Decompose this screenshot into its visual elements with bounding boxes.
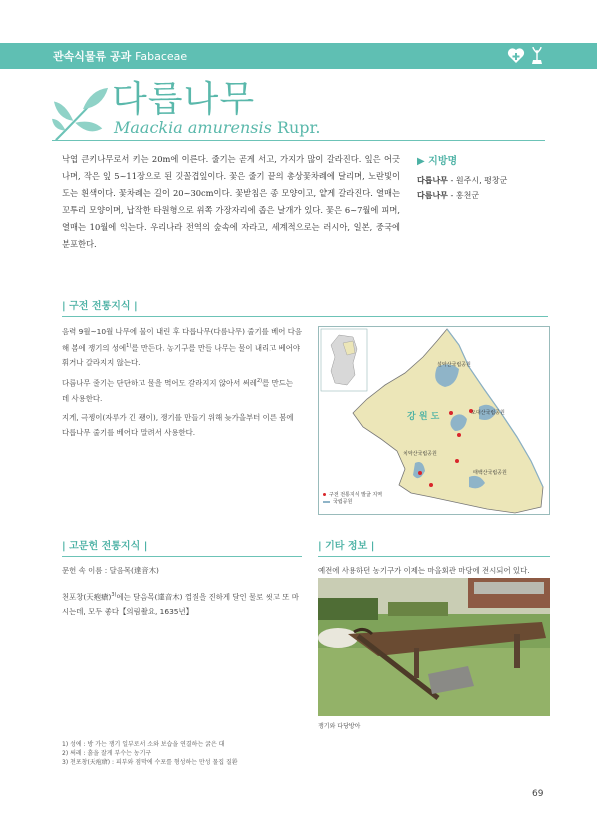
legend-item: 구전 전통지식 발굴 지역 xyxy=(323,491,382,498)
regional-name: 다릅나무 xyxy=(417,176,448,185)
heart-plus-icon xyxy=(508,48,524,63)
title-divider xyxy=(52,140,545,141)
regional-names-heading: ▶ 지방명 xyxy=(417,156,458,167)
farm-tool-photo xyxy=(318,578,550,716)
literature-name: 문헌 속 이름 : 달음목(達音木) xyxy=(62,566,159,575)
literature-text xyxy=(62,563,302,619)
footnote-ref: 1) xyxy=(126,343,132,349)
oral-tradition-text xyxy=(62,324,302,440)
survey-point xyxy=(429,483,433,487)
footnote-ref: 3) xyxy=(111,592,117,598)
other-info-divider xyxy=(318,556,550,557)
literature-divider xyxy=(62,556,302,557)
footnote: 1) 성에 : 방 가는 쟁기 일부로서 소와 보습을 연결하는 굵은 대 xyxy=(62,741,225,748)
regional-name-region: 원주시, 평창군 xyxy=(455,176,508,185)
province-label: 강 원 도 xyxy=(407,412,440,422)
latin-author: Rupr. xyxy=(276,118,321,137)
other-info-heading: | 기타 정보 | xyxy=(318,541,375,552)
survey-point xyxy=(457,433,461,437)
category-text: 관속식물류 공과 xyxy=(53,50,132,63)
literature-heading: | 고문헌 전통지식 | xyxy=(62,541,148,552)
species-description: 낙엽 큰키나무로서 키는 20m에 이른다. 줄기는 곧게 서고, 가지가 많이 갈라진다. 잎은 어긋나며, 작은 잎 5~11장으로 된 깃꼴겹잎이다. 꽃은 줄기 끝의 총상꽃차례에 달리며, 노란빛이 도는 흰색이다. 꽃차례는 길이 20~30cm이다. 꽃받침은 종 모양이고, 얕게 갈라진다. 열매는 꼬투리 모양이며, 납작한 타원형으로 위쪽 가장자리에 좁은 날개가 있다. 꽃은 6~7월에 피며, 열매는 10월에 익는다. 우리나라 전역의 숲속에 자라고, 세계적으로는 러시아, 일본, 중국에 분포한다. xyxy=(62,154,400,249)
survey-point xyxy=(449,411,453,415)
oral-tradition-heading: | 구전 전통지식 | xyxy=(62,301,138,312)
category-label xyxy=(53,48,187,64)
species-korean-name: 다릅나무 xyxy=(112,79,256,120)
park-label: 치악산국립공원 xyxy=(403,451,437,457)
footnote: 3) 천포창(天疱瘡) : 피부와 점막에 수포를 형성하는 만성 물집 질환 xyxy=(62,759,238,766)
page-number: 69 xyxy=(532,789,544,799)
latin-binomial: Maackia amurensis xyxy=(114,118,272,137)
header-icons xyxy=(506,44,546,68)
regional-name-row: 다릅나무 - 원주시, 평창군 xyxy=(417,176,508,185)
legend-item: 국립공원 xyxy=(323,498,382,505)
oral-tradition-divider xyxy=(62,316,548,317)
park-label: 오대산국립공원 xyxy=(471,410,505,416)
regional-name-region: 홍천군 xyxy=(455,191,480,200)
regional-name: 다름나무 xyxy=(417,191,448,200)
survey-point xyxy=(455,459,459,463)
regional-name-row: 다름나무 - 홍천군 xyxy=(417,191,480,200)
oral-paragraph: 다릅나무 줄기는 단단하고 물을 먹어도 갈라지지 않아서 써레$^{2)}$를 만드는 데 사용한다. xyxy=(62,378,293,403)
family-latin: Fabaceae xyxy=(135,50,188,63)
other-info-text: 예전에 사용하던 농기구가 이제는 마을회관 마당에 전시되어 있다. xyxy=(318,566,530,575)
province-shape xyxy=(353,329,543,513)
park-label: 태백산국립공원 xyxy=(473,470,507,476)
footnote-ref: 2) xyxy=(256,378,263,385)
photo-caption: 쟁기와 다당방아 xyxy=(318,723,361,730)
park-label: 설악산국립공원 xyxy=(437,362,471,368)
herb-pot-icon xyxy=(532,47,542,64)
species-latin-name xyxy=(114,118,321,137)
footnote: 2) 써레 : 흙을 잘게 부수는 농기구 xyxy=(62,750,152,757)
leaf-sprig-icon xyxy=(52,86,110,144)
oral-paragraph: 지게, 극젱이(자루가 긴 괭이), 쟁기를 만들기 위해 늦가을부터 이른 봄에 다릅나무 줄기를 베어다 말려서 사용한다. xyxy=(62,412,294,437)
map-legend xyxy=(323,491,382,505)
oral-paragraph: 음력 9월~10월 나무에 물이 내린 후 다릅나무(다름나무) 줄기를 베어 다음 해 봄에 쟁기의 성에$^{1)}$를 만든다. 농기구를 만들 나무는 물이 내리고 베어야 휘거나 갈라지지 않는다. xyxy=(62,327,302,368)
distribution-map xyxy=(318,326,550,515)
survey-point xyxy=(418,471,422,475)
literature-record: 천포창(天疱瘡)$^{3)}$에는 달음목(達音木) 껍질을 진하게 달인 물로 씻고 또 마시는데, 모두 좋다【의림촬요, 1635년】 xyxy=(62,592,299,617)
